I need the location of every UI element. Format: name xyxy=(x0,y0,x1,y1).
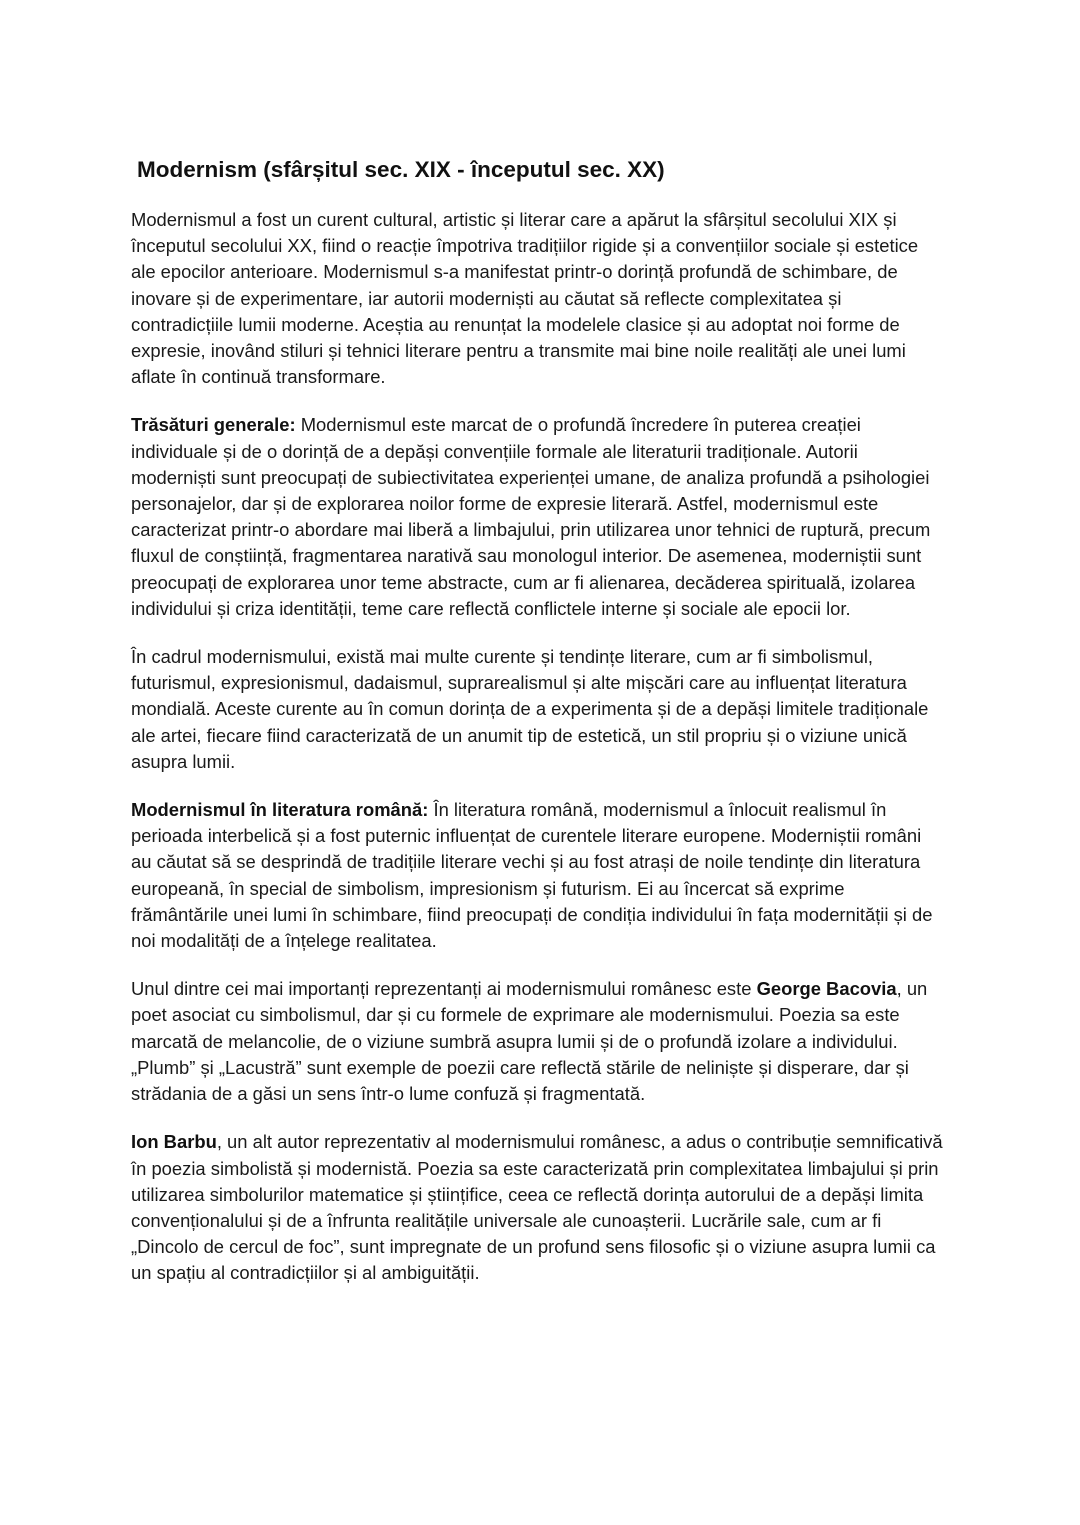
bacovia-intro-text: Unul dintre cei mai importanți reprezentanți ai modernismului românesc este xyxy=(131,978,757,1000)
paragraph-romanian-literature xyxy=(131,797,946,954)
paragraph-currents-text: În cadrul modernismului, există mai multe curente și tendințe literare, cum ar fi simbolismul, futurismul, expresionismul, dadaismul, suprarealismul și alte mișcări care au influențat literatura mondială. Aceste curente au în comun dorința de a experimenta și de a depăși limitele tradiționale ale artei, fiecare fiind caracterizată de un anumit tip de estetică, un stil propriu și o viziune unică asupra lumii. xyxy=(131,646,929,772)
barbu-text: , un alt autor reprezentativ al modernismului românesc, a adus o contribuție semnificativă în poezia simbolistă și modernistă. Poezia sa este caracterizată prin complexitatea limbajului și prin utilizarea simbolurilor matematice și științifice, ceea ce reflectă dorința autorului de a depăși limita convenționalului și de a înfrunta realitățile universale ale cunoașterii. Lucrările sale, cum ar fi „Dincolo de cercul de foc”, sunt impregnate de un profund sens filosofic și o viziune asupra lumii ca un spațiu al contradicțiilor și al ambiguității. xyxy=(131,1131,943,1284)
romanian-literature-heading: Modernismul în literatura română: xyxy=(131,799,429,821)
paragraph-bacovia xyxy=(131,976,946,1107)
barbu-name: Ion Barbu xyxy=(131,1131,217,1153)
bacovia-text: , un poet asociat cu simbolismul, dar și cu formele de exprimare ale modernismului. Poezia sa este marcată de melancolie, de o viziune sumbră asupra lumii și de o profundă izolare a individului. „Plumb” și „Lacustră” sunt exemple de poezii care reflectă stările de neliniște și disperare, dar și strădania de a găsi un sens într-o lume confuză și fragmentată. xyxy=(131,978,928,1105)
paragraph-general-traits xyxy=(131,412,946,622)
paragraph-intro xyxy=(131,207,946,390)
general-traits-text: Modernismul este marcat de o profundă încredere în puterea creației individuale și de o dorință de a depăși convențiile formale ale literaturii tradiționale. Autorii moderniști sunt preocupați de subiectivitatea experienței umane, de analiza profundă a psihologiei personajelor, dar și de explorarea noilor forme de expresie literară. Astfel, modernismul este caracterizat printr-o abordare mai liberă a limbajului, prin utilizarea unor tehnici de ruptură, precum fluxul de conștiință, fragmentarea narativă sau monologul interior. De asemenea, moderniștii sunt preocupați de explorarea unor teme abstracte, cum ar fi alienarea, decăderea spirituală, izolarea individului și criza identității, teme care reflectă conflictele interne și sociale ale epocii lor. xyxy=(131,414,931,619)
document-title: Modernism (sfârșitul sec. XIX - începutul sec. XX) xyxy=(137,157,665,182)
paragraph-currents xyxy=(131,644,946,775)
document-page xyxy=(131,156,946,1309)
paragraph-intro-text: Modernismul a fost un curent cultural, artistic și literar care a apărut la sfârșitul secolului XIX și începutul secolului XX, fiind o reacție împotriva tradițiilor rigide și a convențiilor sociale și estetice ale epocilor anterioare. Modernismul s-a manifestat printr-o dorință profundă de schimbare, de inovare și de experimentare, iar autorii moderniști au căutat să reflecte complexitatea și contradicțiile lumii moderne. Aceștia au renunțat la modelele clasice și au adoptat noi forme de expresie, inovând stiluri și tehnici literare pentru a transmite mai bine noile realități ale unei lumi aflate în continuă transformare. xyxy=(131,209,919,388)
romanian-literature-text: În literatura română, modernismul a înlocuit realismul în perioada interbelică și a fost puternic influențat de curentele literare europene. Moderniștii români au căutat să se desprindă de tradițiile literare vechi și au fost atrași de noile tendințe din literatura europeană, în special de simbolism, impresionism și futurism. Ei au încercat să exprime frământările unei lumi în schimbare, fiind preocupați de condiția individului în fața modernității și de noi modalități de a înțelege realitatea. xyxy=(131,799,933,952)
general-traits-heading: Trăsături generale: xyxy=(131,414,296,436)
paragraph-barbu xyxy=(131,1129,946,1286)
bacovia-name: George Bacovia xyxy=(756,978,897,1000)
